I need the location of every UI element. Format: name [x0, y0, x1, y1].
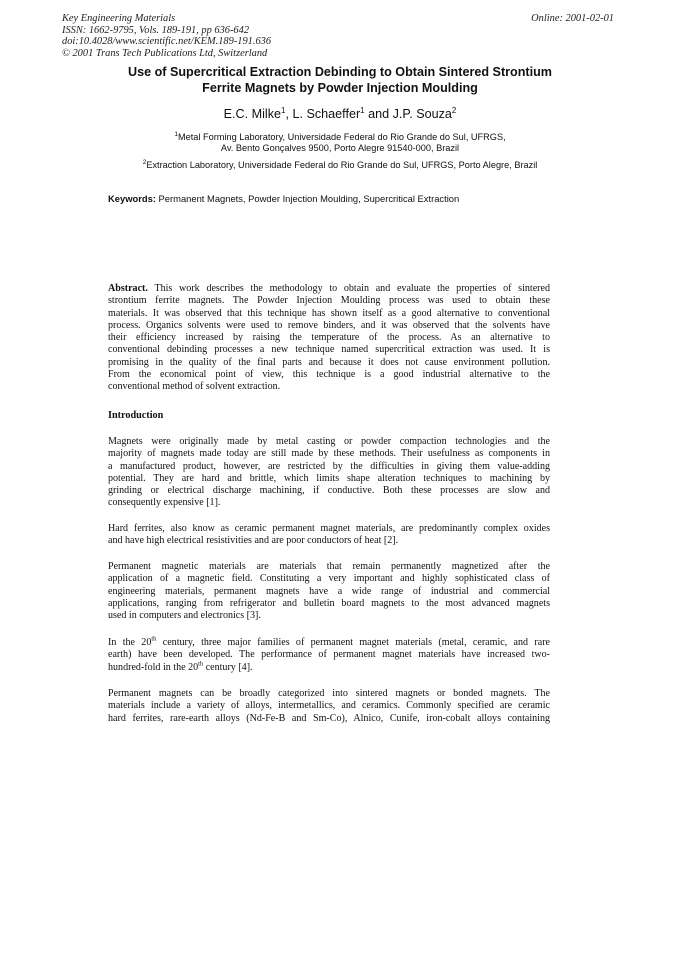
paragraph-line: application of a magnetic field. Constituting a very important and highly sophisticated class of	[108, 573, 550, 585]
intro-paragraph-4	[108, 637, 550, 674]
abstract-line: process. Organics solvents were used to remove binders, and it was observed that the solvents have	[108, 319, 550, 331]
copyright-line: © 2001 Trans Tech Publications Ltd, Switzerland	[62, 47, 268, 59]
abstract-line: their efficiency increased by raising the temperature of the process. As an alternative to	[108, 332, 550, 344]
paragraph-line: In the 20th century, three major families of permanent magnet materials (metal, ceramic, and rare	[108, 635, 550, 648]
abstract-label: Abstract.	[108, 283, 148, 294]
keywords-text: Permanent Magnets, Powder Injection Moulding, Supercritical Extraction	[155, 193, 460, 204]
journal-header	[62, 13, 271, 59]
paragraph-line: a manufactured product, however, are restricted by the difficulties in giving them value-adding	[108, 460, 550, 472]
paper-title	[60, 65, 620, 96]
paragraph-line: majority of magnets made today are still made by these methods. Their usefulness as components in	[108, 448, 550, 460]
online-date: Online: 2001-02-01	[531, 13, 614, 24]
paragraph-line: earth) have been developed. The performance of permanent magnet materials have increased two-	[108, 649, 550, 661]
section-heading-introduction: Introduction	[108, 410, 164, 421]
abstract-line: conventional debinding processes a new technique named supercritical extraction was used. It is	[108, 344, 550, 356]
paragraph-line: Permanent magnets can be broadly categorized into sintered magnets or bonded magnets. The	[108, 688, 550, 699]
abstract-line: promising in the quality of the final parts and because it does not cause environment pollution.	[108, 356, 550, 368]
author-separator: and	[364, 107, 393, 121]
issn-line: ISSN: 1662-9795, Vols. 189-191, pp 636-642	[62, 24, 250, 36]
author-affiliation-mark: 1	[360, 105, 365, 115]
abstract-line: strontium ferrite magnets. The Powder Injection Moulding process was used to obtain these	[108, 295, 550, 307]
title-line-2: Ferrite Magnets by Powder Injection Moulding	[202, 80, 478, 95]
author-affiliation-mark: 2	[451, 105, 457, 115]
paragraph-line: hundred-fold in the 20th century [4].	[108, 660, 253, 673]
affiliation-text: Av. Bento Gonçalves 9500, Porto Alegre 91540-000, Brazil	[220, 143, 460, 154]
paragraph-line: Magnets were originally made by metal casting or powder compaction technologies and the	[108, 436, 550, 447]
affiliation-mark: 2	[142, 158, 147, 166]
keywords-label: Keywords:	[108, 193, 156, 204]
title-line-1: Use of Supercritical Extraction Debinding to Obtain Sintered Strontium	[127, 65, 553, 79]
author-separator: ,	[285, 107, 293, 121]
affiliation-mark: 1	[174, 130, 178, 138]
paragraph-line: grinding or electrical discharge machining, if conductive. Both these processes are slow and	[108, 485, 550, 497]
abstract	[108, 283, 550, 394]
intro-paragraph-2	[108, 523, 550, 548]
paragraph-line: consequently expensive [1].	[108, 497, 221, 509]
abstract-line: materials. It was observed that this technique has shown itself as a good alternative to conventional	[108, 307, 550, 319]
intro-paragraph-5	[108, 688, 550, 725]
author-list	[60, 106, 620, 122]
abstract-line: conventional method of solvent extraction.	[108, 381, 281, 393]
paragraph-line: Permanent magnetic materials are materials that remain permanently magnetized after the	[108, 561, 550, 572]
paragraph-line: Hard ferrites, also know as ceramic permanent magnet materials, are predominantly complex oxides	[108, 523, 550, 534]
author-name: E.C. Milke	[223, 107, 282, 121]
paragraph-line: and have high electrical resistivities and are poor conductors of heat [2].	[108, 535, 399, 547]
affiliation-1	[60, 132, 620, 155]
author-affiliation-mark: 1	[281, 105, 286, 115]
paragraph-line: used in computers and electronics [3].	[108, 610, 261, 622]
author-name: J.P. Souza	[392, 107, 452, 121]
paragraph-line: materials include a variety of alloys, intermetallics, and ceramics. Commonly specified are ceramic	[108, 700, 550, 712]
author-name: L. Schaeffer	[292, 107, 361, 121]
paragraph-line: applications, ranging from refrigerator and bulletin board magnets to the most advanced magnets	[108, 597, 550, 609]
journal-name: Key Engineering Materials	[62, 13, 176, 24]
paragraph-line: engineering materials, permanent magnets have a wide range of industrial and commercial	[108, 585, 550, 597]
abstract-line: Abstract. This work describes the methodology to obtain and evaluate the properties of sintered	[108, 283, 550, 294]
intro-paragraph-3	[108, 561, 550, 622]
abstract-line: From the economical point of view, this technique is a good industrial alternative to the	[108, 369, 550, 381]
affiliation-text: Extraction Laboratory, Universidade Federal do Rio Grande do Sul, UFRGS, Porto Alegre, Brazil	[146, 160, 538, 170]
affiliation-2	[60, 160, 620, 171]
paragraph-line: hard ferrites, rare-earth alloys (Nd-Fe-B and Sm-Co), Alnico, Cunife, iron-cobalt alloys containing	[108, 712, 550, 724]
intro-paragraph-1	[108, 436, 550, 510]
doi-line: doi:10.4028/www.scientific.net/KEM.189-191.636	[62, 36, 272, 48]
keywords	[108, 193, 459, 205]
affiliation-text: Metal Forming Laboratory, Universidade Federal do Rio Grande do Sul, UFRGS,	[177, 132, 506, 142]
paragraph-line: potential. They are hard and brittle, which limits shape alteration techniques to machining by	[108, 472, 550, 484]
